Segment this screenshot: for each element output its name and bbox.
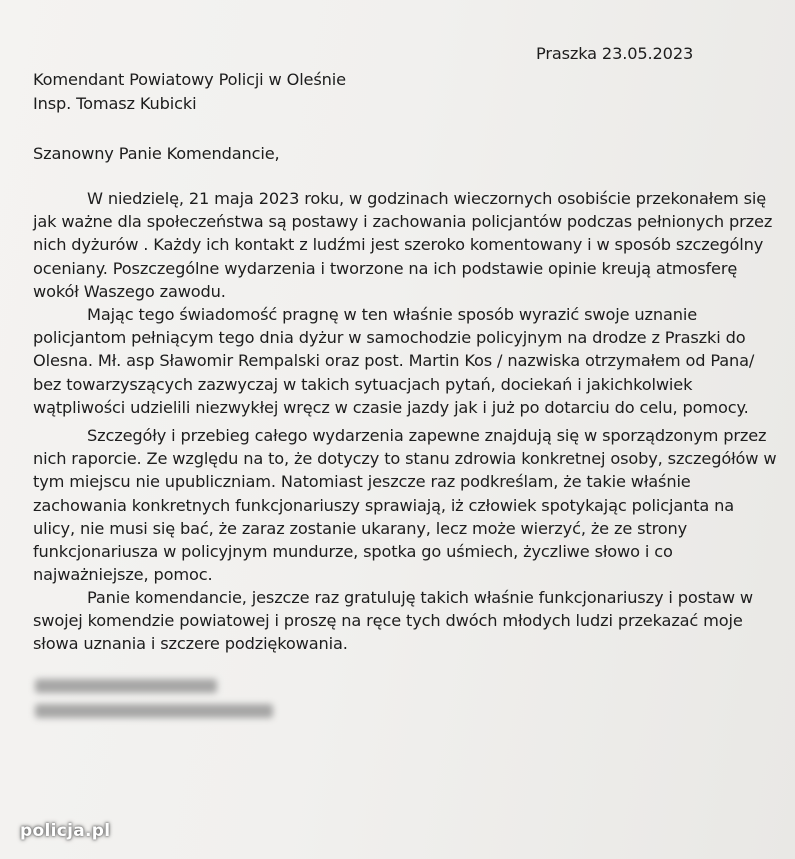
paragraph-line: Panie komendancie, jeszcze raz gratuluję takich właśnie funkcjonariuszy i postaw w	[87, 588, 754, 607]
paragraph-line: zachowania konkretnych funkcjonariuszy sprawiają, iż człowiek spotykając policjanta na	[33, 495, 735, 515]
paragraph-line: W niedzielę, 21 maja 2023 roku, w godzinach wieczornych osobiście przekonałem się	[87, 189, 767, 208]
paragraph-line: bez towarzyszących zazwyczaj w takich sytuacjach pytań, dociekań i jakichkolwiek	[33, 374, 693, 394]
paragraph-3	[33, 424, 777, 586]
paragraph-2	[33, 303, 753, 419]
paragraph-line: wątpliwości udzielili niezwykłej wręcz w czasie jazdy jak i już po dotarciu do celu, pomocy.	[33, 397, 749, 417]
paragraph-line: tym miejscu nie upubliczniam. Natomiast jeszcze raz podkreślam, że takie właśnie	[33, 472, 691, 492]
paragraph-4	[33, 586, 753, 656]
paragraph-line: policjantom pełniącym tego dnia dyżur w samochodzie policyjnym na drodze z Praszki do	[33, 328, 746, 348]
watermark-logo: policja.pl	[20, 821, 111, 841]
paragraph-line: najważniejsze, pomoc.	[33, 565, 213, 585]
paragraph-line: Szczegóły i przebieg całego wydarzenia zapewne znajdują się w sporządzonym przez	[87, 426, 767, 445]
recipient-name: Insp. Tomasz Kubicki	[33, 94, 197, 113]
paragraph-1	[33, 187, 773, 303]
paragraph-line: jak ważne dla społeczeństwa są postawy i zachowania policjantów podczas pełnionych przez	[33, 212, 773, 232]
paragraph-line: funkcjonariusza w policyjnym mundurze, spotka go uśmiech, życzliwe słowo i co	[33, 541, 673, 561]
paragraph-line: Olesna. Mł. asp Sławomir Rempalski oraz post. Martin Kos / nazwiska otrzymałem od Pana/	[33, 351, 755, 371]
paragraph-line: Mając tego świadomość pragnę w ten właśnie sposób wyrazić swoje uznanie	[87, 305, 698, 324]
letter-date: Praszka 23.05.2023	[536, 44, 694, 63]
paragraph-line: ulicy, nie musi się bać, że zaraz zostanie ukarany, lecz może wierzyć, że ze strony	[33, 518, 688, 538]
paragraph-line: swojej komendzie powiatowej i proszę na ręce tych dwóch młodych ludzi przekazać moje	[33, 611, 743, 631]
paragraph-line: oceniany. Poszczególne wydarzenia i tworzone na ich podstawie opinie kreują atmosferę	[33, 258, 738, 278]
redacted-signature-name	[35, 679, 217, 693]
paragraph-line: słowa uznania i szczere podziękowania.	[33, 634, 348, 654]
paragraph-line: nich dyżurów . Każdy ich kontakt z ludźmi jest szeroko komentowany i w sposób szczególny	[33, 235, 764, 255]
salutation: Szanowny Panie Komendancie,	[33, 144, 280, 163]
paragraph-line: nich raporcie. Ze względu na to, że dotyczy to stanu zdrowia konkretnej osoby, szczegółów w	[33, 449, 777, 469]
recipient-title: Komendant Powiatowy Policji w Oleśnie	[33, 70, 346, 89]
paragraph-line: wokół Waszego zawodu.	[33, 281, 226, 301]
redacted-signature-details	[35, 704, 273, 718]
